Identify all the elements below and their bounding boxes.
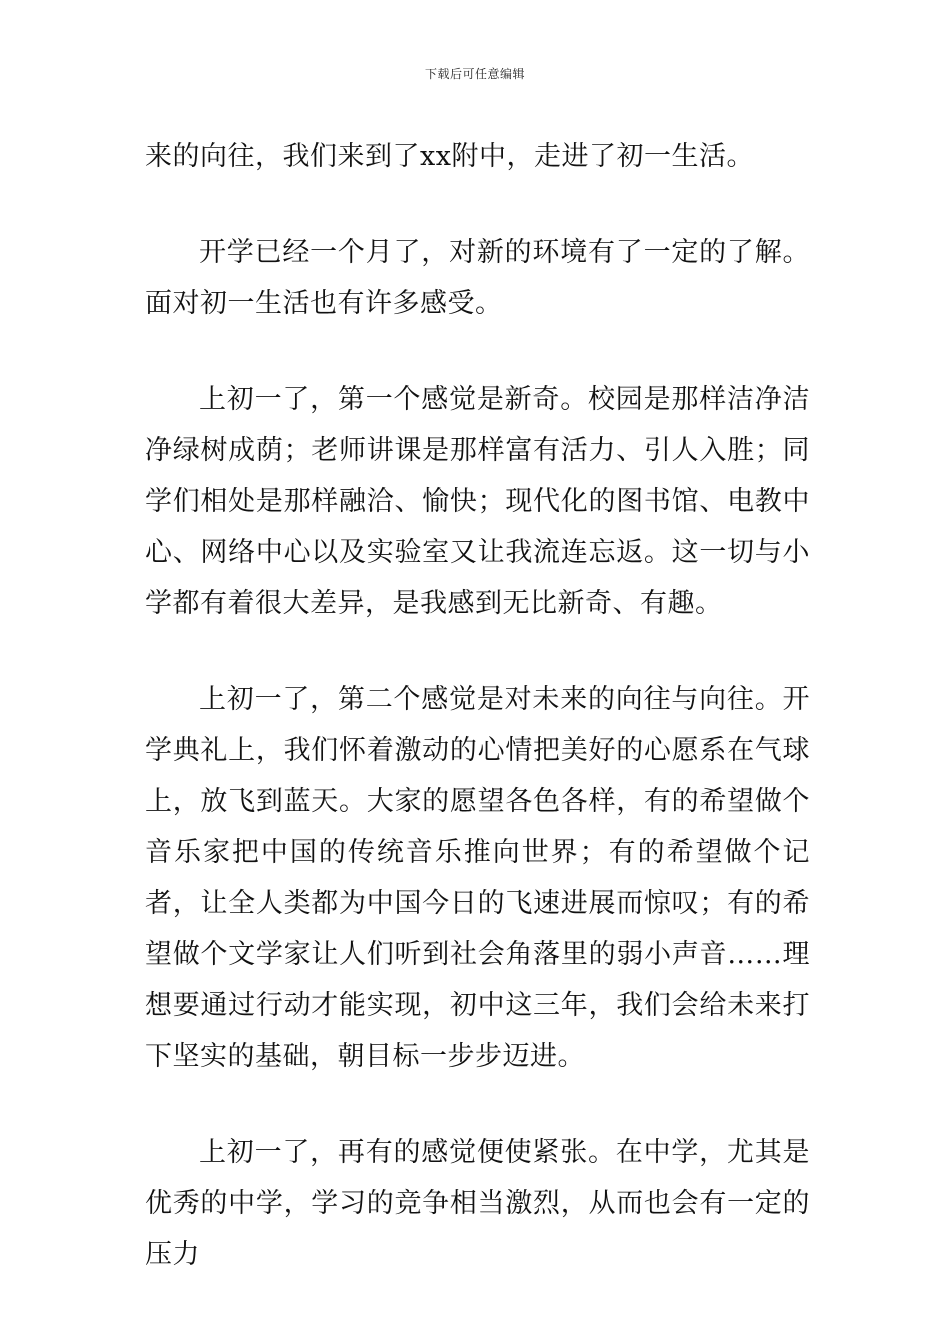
- paragraph-second-feeling: 上初一了，第二个感觉是对未来的向往与向往。开学典礼上，我们怀着激动的心情把美好的心愿系在气球上，放飞到蓝天。大家的愿望各色各样，有的希望做个音乐家把中国的传统音乐推向世界；有的希望做个记者，让全人类都为中国今日的飞速进展而惊叹；有的希望做个文学家让人们听到社会角落里的弱小声音……理想要通过行动才能实现，初中这三年，我们会给未来打下坚实的基础，朝目标一步步迈进。: [145, 684, 810, 1072]
- paragraph-intro: 开学已经一个月了，对新的环境有了一定的了解。面对初一生活也有许多感受。: [145, 237, 810, 319]
- paragraph-first-feeling: 上初一了，第一个感觉是新奇。校园是那样洁净洁净绿树成荫；老师讲课是那样富有活力、引人入胜；同学们相处是那样融洽、愉快；现代化的图书馆、电教中心、网络中心以及实验室又让我流连忘返。这一切与小学都有着很大差异，是我感到无比新奇、有趣。: [145, 384, 810, 619]
- paragraph-third-feeling: 上初一了，再有的感觉便使紧张。在中学，尤其是优秀的中学，学习的竞争相当激烈，从而也会有一定的压力: [145, 1137, 810, 1270]
- page-header: 下载后可任意编辑: [424, 67, 525, 81]
- document-body: [145, 131, 810, 1280]
- paragraph-continuation: 来的向往，我们来到了xx附中，走进了初一生活。: [145, 141, 754, 172]
